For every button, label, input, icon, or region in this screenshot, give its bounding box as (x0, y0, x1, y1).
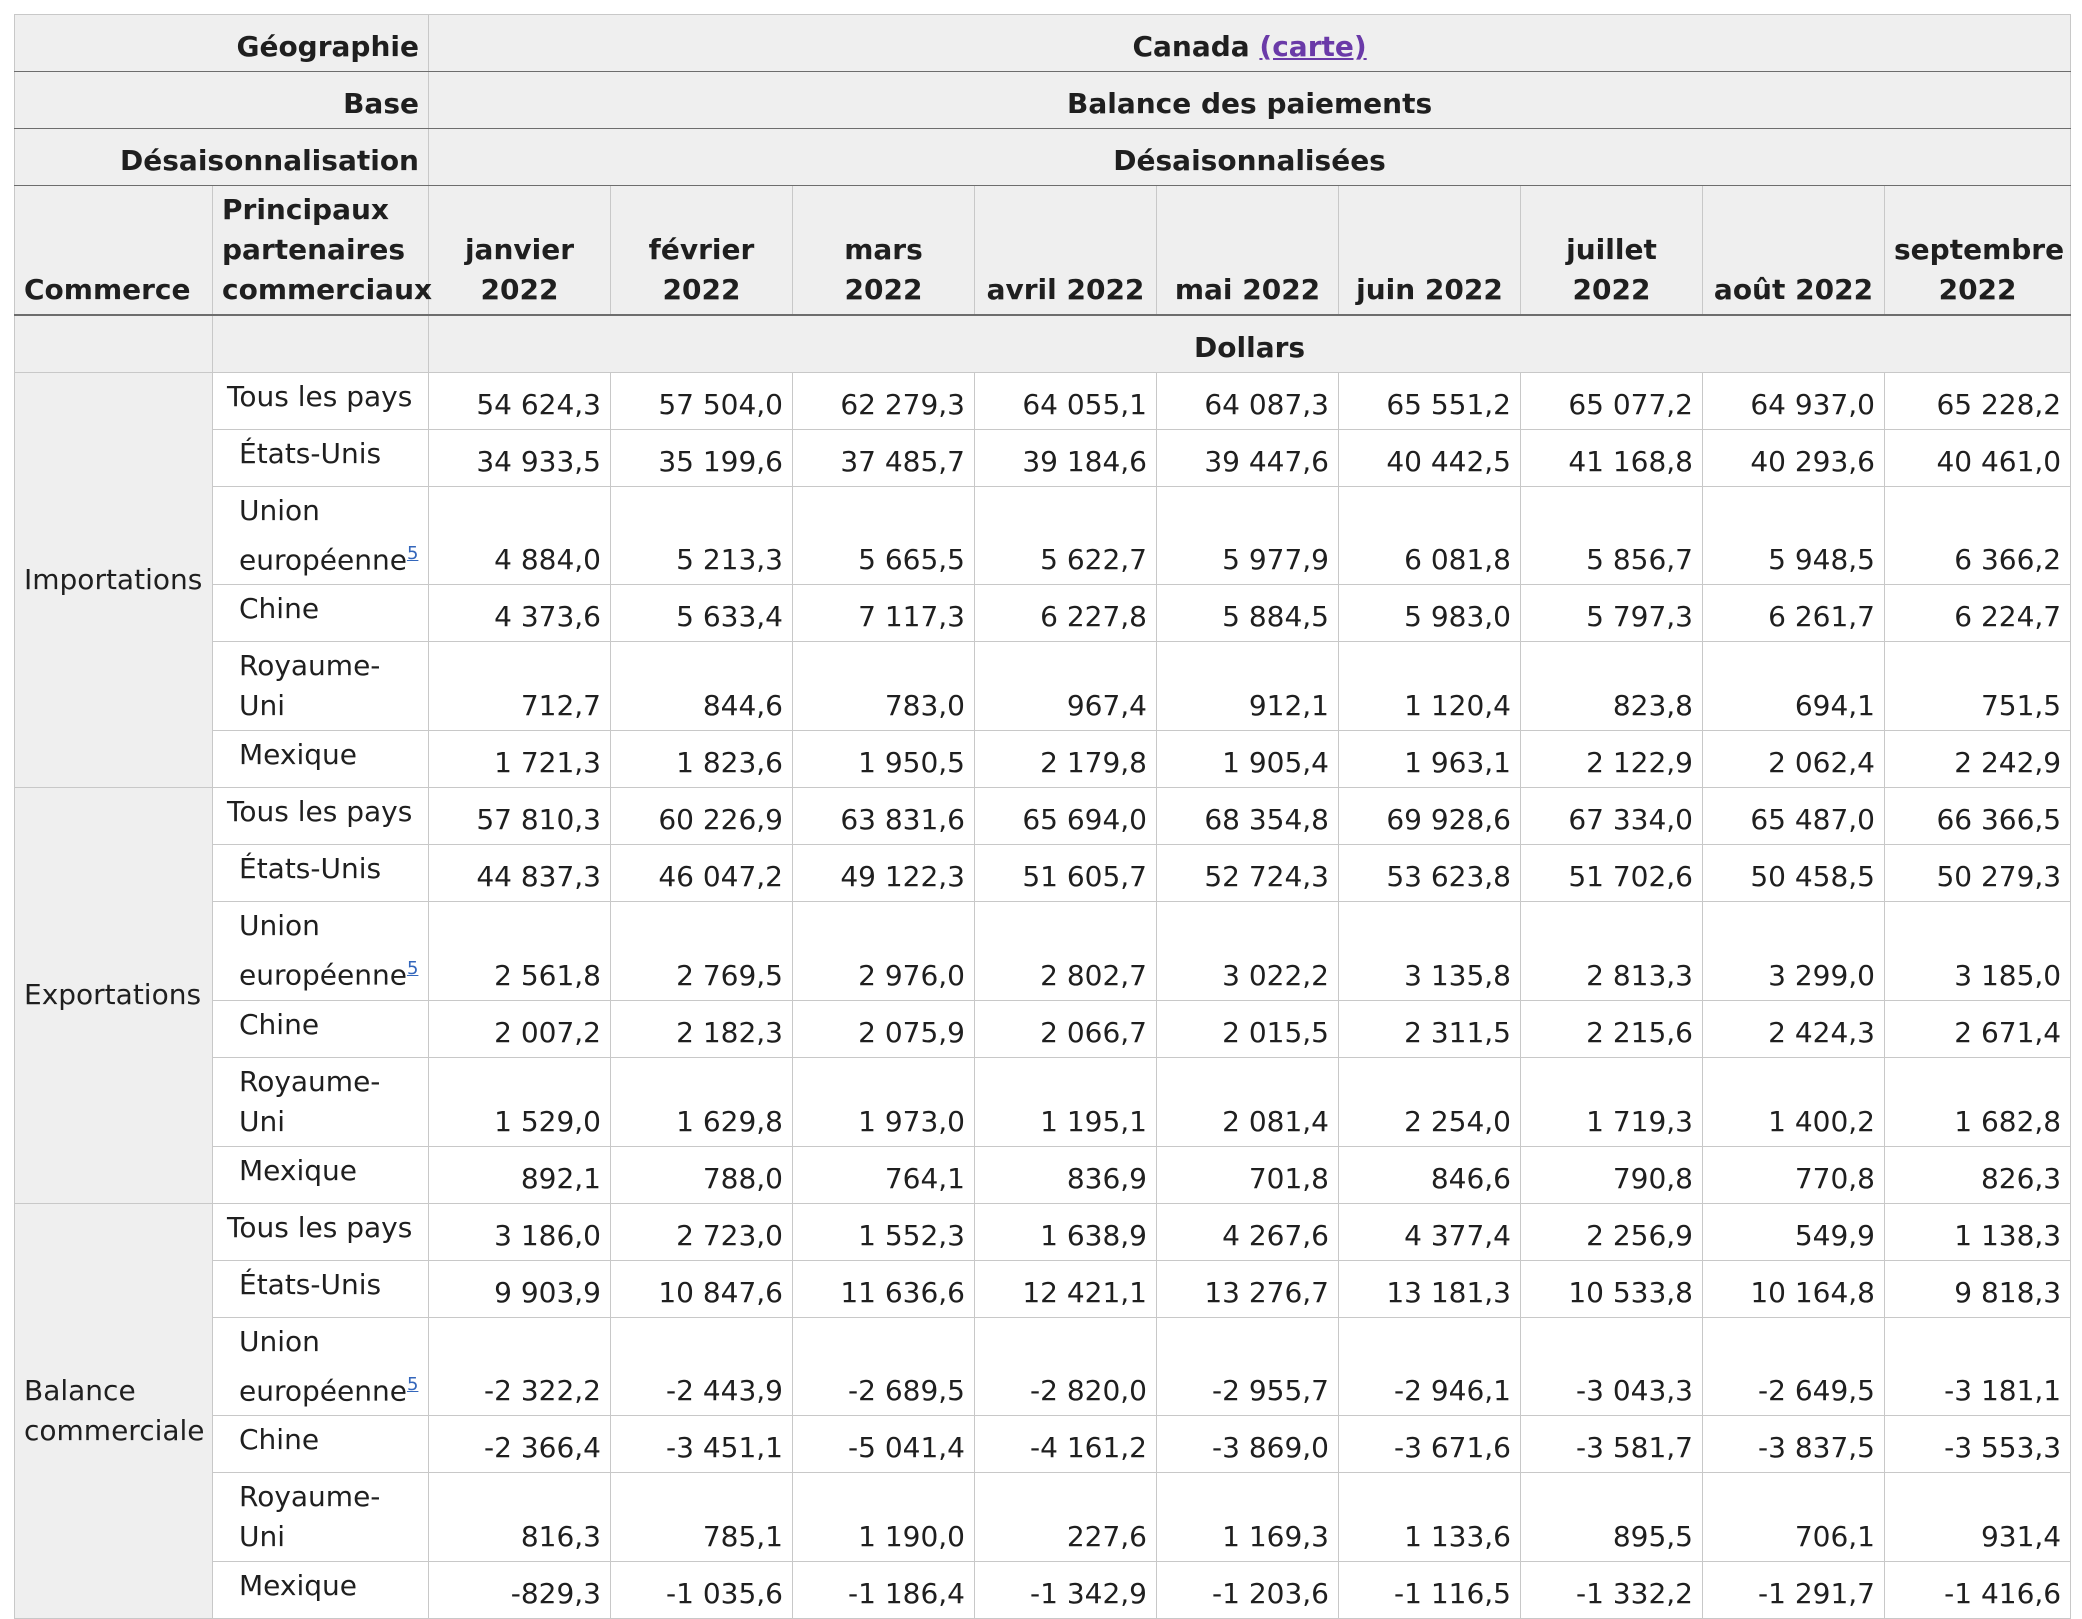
value-cell: 3 185,0 (1885, 902, 2071, 1000)
value-cell: -2 649,5 (1703, 1317, 1885, 1415)
value-cell: 1 400,2 (1703, 1057, 1885, 1146)
value-cell: 790,8 (1521, 1146, 1703, 1203)
value-cell: 52 724,3 (1157, 845, 1339, 902)
value-cell: 1 195,1 (975, 1057, 1157, 1146)
value-cell: 35 199,6 (611, 430, 793, 487)
value-cell: 227,6 (975, 1472, 1157, 1561)
value-cell: -5 041,4 (793, 1415, 975, 1472)
value-cell: 1 190,0 (793, 1472, 975, 1561)
value-cell: 9 903,9 (429, 1260, 611, 1317)
value-cell: 5 213,3 (611, 487, 793, 585)
partner-cell (213, 1472, 429, 1561)
table-row (15, 1561, 2071, 1618)
value-cell: 5 884,5 (1157, 585, 1339, 642)
value-cell: 5 622,7 (975, 487, 1157, 585)
value-cell: 65 487,0 (1703, 788, 1885, 845)
value-cell: 706,1 (1703, 1472, 1885, 1561)
unit-row-blank (213, 315, 429, 373)
value-cell: 67 334,0 (1521, 788, 1703, 845)
value-cell: 785,1 (611, 1472, 793, 1561)
value-cell: 65 551,2 (1339, 373, 1521, 430)
geography-value-cell (429, 15, 2071, 72)
partner-name: Chine (239, 592, 320, 626)
map-link[interactable]: (carte) (1259, 30, 1367, 63)
value-cell: 816,3 (429, 1472, 611, 1561)
value-cell: 64 055,1 (975, 373, 1157, 430)
trade-group-label: Importations (15, 373, 213, 788)
value-cell: 65 077,2 (1521, 373, 1703, 430)
partner-cell (213, 487, 429, 585)
value-cell: 10 533,8 (1521, 1260, 1703, 1317)
value-cell: 62 279,3 (793, 373, 975, 430)
partner-cell (213, 845, 429, 902)
table-row (15, 373, 2071, 430)
value-cell: 751,5 (1885, 642, 2071, 731)
value-cell: 69 928,6 (1339, 788, 1521, 845)
value-cell: 1 529,0 (429, 1057, 611, 1146)
value-cell: -3 043,3 (1521, 1317, 1703, 1415)
value-cell: 12 421,1 (975, 1260, 1157, 1317)
table-row (15, 845, 2071, 902)
value-cell: 4 884,0 (429, 487, 611, 585)
table-row (15, 1415, 2071, 1472)
value-cell: 2 081,4 (1157, 1057, 1339, 1146)
value-cell: 2 007,2 (429, 1000, 611, 1057)
value-cell: 712,7 (429, 642, 611, 731)
partner-cell (213, 1317, 429, 1415)
value-cell: 2 242,9 (1885, 731, 2071, 788)
table-row (15, 487, 2071, 585)
partner-cell (213, 430, 429, 487)
table-row (15, 1146, 2071, 1203)
value-cell: 4 267,6 (1157, 1203, 1339, 1260)
value-cell: 2 122,9 (1521, 731, 1703, 788)
geography-label: Géographie (15, 15, 429, 72)
value-cell: -3 181,1 (1885, 1317, 2071, 1415)
value-cell: 68 354,8 (1157, 788, 1339, 845)
value-cell: 2 671,4 (1885, 1000, 2071, 1057)
value-cell: 39 184,6 (975, 430, 1157, 487)
value-cell: -829,3 (429, 1561, 611, 1618)
value-cell: 44 837,3 (429, 845, 611, 902)
value-cell: 3 022,2 (1157, 902, 1339, 1000)
unit-label: Dollars (429, 315, 2071, 373)
value-cell: 3 299,0 (1703, 902, 1885, 1000)
value-cell: 1 682,8 (1885, 1057, 2071, 1146)
value-cell: 2 182,3 (611, 1000, 793, 1057)
value-cell: 40 442,5 (1339, 430, 1521, 487)
partner-name: Royaume-Uni (239, 1064, 381, 1138)
value-cell: 783,0 (793, 642, 975, 731)
value-cell: 549,9 (1703, 1203, 1885, 1260)
seasonal-adjustment-value: Désaisonnalisées (429, 129, 2071, 186)
value-cell: 1 963,1 (1339, 731, 1521, 788)
value-cell: 5 797,3 (1521, 585, 1703, 642)
value-cell: 2 015,5 (1157, 1000, 1339, 1057)
partner-cell (213, 585, 429, 642)
month-column-header: avril 2022 (975, 186, 1157, 316)
table-row (15, 902, 2071, 1000)
value-cell: 1 950,5 (793, 731, 975, 788)
unit-row-blank (15, 315, 213, 373)
partner-cell (213, 1260, 429, 1317)
partner-name: Royaume-Uni (239, 1479, 381, 1553)
value-cell: -2 955,7 (1157, 1317, 1339, 1415)
value-cell: 823,8 (1521, 642, 1703, 731)
value-cell: 6 366,2 (1885, 487, 2071, 585)
value-cell: 34 933,5 (429, 430, 611, 487)
value-cell: 5 977,9 (1157, 487, 1339, 585)
value-cell: 892,1 (429, 1146, 611, 1203)
value-cell: 912,1 (1157, 642, 1339, 731)
month-column-header: mai 2022 (1157, 186, 1339, 316)
geography-value: Canada (1132, 30, 1250, 63)
trade-column-header: Commerce (15, 186, 213, 316)
trade-group-label: Exportations (15, 788, 213, 1203)
value-cell: 694,1 (1703, 642, 1885, 731)
partner-name: Royaume-Uni (239, 649, 381, 723)
value-cell: 5 633,4 (611, 585, 793, 642)
value-cell: 1 719,3 (1521, 1057, 1703, 1146)
value-cell: 1 133,6 (1339, 1472, 1521, 1561)
month-column-header: février 2022 (611, 186, 793, 316)
value-cell: 2 254,0 (1339, 1057, 1521, 1146)
footnote-link[interactable]: 5 (406, 1373, 419, 1395)
value-cell: 1 973,0 (793, 1057, 975, 1146)
value-cell: 4 377,4 (1339, 1203, 1521, 1260)
value-cell: 2 561,8 (429, 902, 611, 1000)
value-cell: 2 215,6 (1521, 1000, 1703, 1057)
value-cell: 836,9 (975, 1146, 1157, 1203)
partner-cell (213, 373, 429, 430)
table-row (15, 585, 2071, 642)
partner-name: Union européenne (239, 909, 407, 992)
value-cell: -2 689,5 (793, 1317, 975, 1415)
value-cell: 65 228,2 (1885, 373, 2071, 430)
value-cell: 1 629,8 (611, 1057, 793, 1146)
table-row (15, 731, 2071, 788)
table-row (15, 430, 2071, 487)
table-row (15, 1472, 2071, 1561)
value-cell: 1 721,3 (429, 731, 611, 788)
value-cell: 54 624,3 (429, 373, 611, 430)
value-cell: 11 636,6 (793, 1260, 975, 1317)
value-cell: 2 976,0 (793, 902, 975, 1000)
partner-name: États-Unis (239, 852, 382, 886)
value-cell: 5 856,7 (1521, 487, 1703, 585)
table-row (15, 1317, 2071, 1415)
table-row (15, 1260, 2071, 1317)
value-cell: 50 458,5 (1703, 845, 1885, 902)
value-cell: 60 226,9 (611, 788, 793, 845)
table-row (15, 788, 2071, 845)
value-cell: -1 342,9 (975, 1561, 1157, 1618)
value-cell: 6 261,7 (1703, 585, 1885, 642)
value-cell: 1 823,6 (611, 731, 793, 788)
value-cell: -1 332,2 (1521, 1561, 1703, 1618)
value-cell: 3 186,0 (429, 1203, 611, 1260)
value-cell: 764,1 (793, 1146, 975, 1203)
month-column-header: septembre 2022 (1885, 186, 2071, 316)
value-cell: 66 366,5 (1885, 788, 2071, 845)
value-cell: 770,8 (1703, 1146, 1885, 1203)
seasonal-adjustment-label: Désaisonnalisation (15, 129, 429, 186)
value-cell: 7 117,3 (793, 585, 975, 642)
value-cell: 53 623,8 (1339, 845, 1521, 902)
value-cell: 1 120,4 (1339, 642, 1521, 731)
partner-name: États-Unis (239, 437, 382, 470)
value-cell: 51 605,7 (975, 845, 1157, 902)
partner-cell (213, 731, 429, 788)
value-cell: 1 169,3 (1157, 1472, 1339, 1561)
partner-name: États-Unis (239, 1267, 382, 1301)
value-cell: 844,6 (611, 642, 793, 731)
value-cell: 40 461,0 (1885, 430, 2071, 487)
value-cell: -2 443,9 (611, 1317, 793, 1415)
value-cell: 6 224,7 (1885, 585, 2071, 642)
value-cell: 39 447,6 (1157, 430, 1339, 487)
value-cell: -3 553,3 (1885, 1415, 2071, 1472)
value-cell: 5 948,5 (1703, 487, 1885, 585)
partner-cell (213, 1203, 429, 1260)
partner-cell (213, 1057, 429, 1146)
table-row (15, 1203, 2071, 1260)
partner-column-header: Principaux partenaires commerciaux (213, 186, 429, 316)
value-cell: -3 671,6 (1339, 1415, 1521, 1472)
month-column-header: juin 2022 (1339, 186, 1521, 316)
partner-cell (213, 902, 429, 1000)
value-cell: -1 291,7 (1703, 1561, 1885, 1618)
value-cell: 2 813,3 (1521, 902, 1703, 1000)
value-cell: 6 081,8 (1339, 487, 1521, 585)
value-cell: 3 135,8 (1339, 902, 1521, 1000)
value-cell: 2 311,5 (1339, 1000, 1521, 1057)
value-cell: -3 581,7 (1521, 1415, 1703, 1472)
partner-name: Tous les pays (227, 380, 413, 413)
value-cell: -1 203,6 (1157, 1561, 1339, 1618)
value-cell: 2 066,7 (975, 1000, 1157, 1057)
value-cell: 2 802,7 (975, 902, 1157, 1000)
value-cell: -3 837,5 (1703, 1415, 1885, 1472)
partner-name: Mexique (239, 738, 357, 772)
value-cell: 50 279,3 (1885, 845, 2071, 902)
value-cell: -1 186,4 (793, 1561, 975, 1618)
value-cell: 9 818,3 (1885, 1260, 2071, 1317)
value-cell: -2 946,1 (1339, 1317, 1521, 1415)
value-cell: -3 869,0 (1157, 1415, 1339, 1472)
month-column-header: mars 2022 (793, 186, 975, 316)
value-cell: -1 416,6 (1885, 1561, 2071, 1618)
value-cell: 895,5 (1521, 1472, 1703, 1561)
partner-cell (213, 1146, 429, 1203)
value-cell: -2 820,0 (975, 1317, 1157, 1415)
value-cell: 64 087,3 (1157, 373, 1339, 430)
partner-name: Union européenne (239, 1324, 407, 1407)
value-cell: -3 451,1 (611, 1415, 793, 1472)
partner-name: Mexique (239, 1153, 357, 1187)
month-column-header: juillet 2022 (1521, 186, 1703, 316)
value-cell: 5 665,5 (793, 487, 975, 585)
value-cell: 37 485,7 (793, 430, 975, 487)
trade-data-table (14, 14, 2071, 1619)
value-cell: 1 638,9 (975, 1203, 1157, 1260)
value-cell: 1 905,4 (1157, 731, 1339, 788)
value-cell: 826,3 (1885, 1146, 2071, 1203)
value-cell: 10 847,6 (611, 1260, 793, 1317)
partner-cell (213, 1000, 429, 1057)
value-cell: 2 424,3 (1703, 1000, 1885, 1057)
partner-name: Tous les pays (227, 1210, 413, 1244)
value-cell: 5 983,0 (1339, 585, 1521, 642)
value-cell: 701,8 (1157, 1146, 1339, 1203)
partner-name: Mexique (239, 1568, 357, 1602)
partner-name: Chine (239, 1007, 320, 1041)
partner-cell (213, 788, 429, 845)
table-row (15, 1057, 2071, 1146)
value-cell: 65 694,0 (975, 788, 1157, 845)
value-cell: 51 702,6 (1521, 845, 1703, 902)
value-cell: 2 179,8 (975, 731, 1157, 788)
value-cell: 57 810,3 (429, 788, 611, 845)
trade-group-label: Balance commerciale (15, 1203, 213, 1618)
value-cell: 1 552,3 (793, 1203, 975, 1260)
value-cell: 6 227,8 (975, 585, 1157, 642)
value-cell: 2 723,0 (611, 1203, 793, 1260)
value-cell: 846,6 (1339, 1146, 1521, 1203)
month-column-header: janvier 2022 (429, 186, 611, 316)
value-cell: 788,0 (611, 1146, 793, 1203)
partner-cell (213, 642, 429, 731)
value-cell: 2 075,9 (793, 1000, 975, 1057)
value-cell: 41 168,8 (1521, 430, 1703, 487)
value-cell: 967,4 (975, 642, 1157, 731)
partner-cell (213, 1561, 429, 1618)
value-cell: 63 831,6 (793, 788, 975, 845)
footnote-link[interactable]: 5 (406, 958, 419, 980)
month-column-header: août 2022 (1703, 186, 1885, 316)
value-cell: 64 937,0 (1703, 373, 1885, 430)
value-cell: 10 164,8 (1703, 1260, 1885, 1317)
value-cell: 13 181,3 (1339, 1260, 1521, 1317)
footnote-link[interactable]: 5 (406, 543, 419, 564)
value-cell: -4 161,2 (975, 1415, 1157, 1472)
partner-cell (213, 1415, 429, 1472)
value-cell: 1 138,3 (1885, 1203, 2071, 1260)
value-cell: 40 293,6 (1703, 430, 1885, 487)
table-row (15, 642, 2071, 731)
value-cell: 2 062,4 (1703, 731, 1885, 788)
value-cell: 2 769,5 (611, 902, 793, 1000)
value-cell: -2 322,2 (429, 1317, 611, 1415)
value-cell: 57 504,0 (611, 373, 793, 430)
value-cell: -1 116,5 (1339, 1561, 1521, 1618)
value-cell: 13 276,7 (1157, 1260, 1339, 1317)
partner-name: Tous les pays (227, 795, 413, 829)
value-cell: 46 047,2 (611, 845, 793, 902)
value-cell: 49 122,3 (793, 845, 975, 902)
partner-name: Union européenne (239, 494, 407, 577)
value-cell: 4 373,6 (429, 585, 611, 642)
partner-name: Chine (239, 1422, 320, 1456)
table-row (15, 1000, 2071, 1057)
value-cell: 931,4 (1885, 1472, 2071, 1561)
base-label: Base (15, 72, 429, 129)
value-cell: -2 366,4 (429, 1415, 611, 1472)
value-cell: 2 256,9 (1521, 1203, 1703, 1260)
value-cell: -1 035,6 (611, 1561, 793, 1618)
base-value: Balance des paiements (429, 72, 2071, 129)
